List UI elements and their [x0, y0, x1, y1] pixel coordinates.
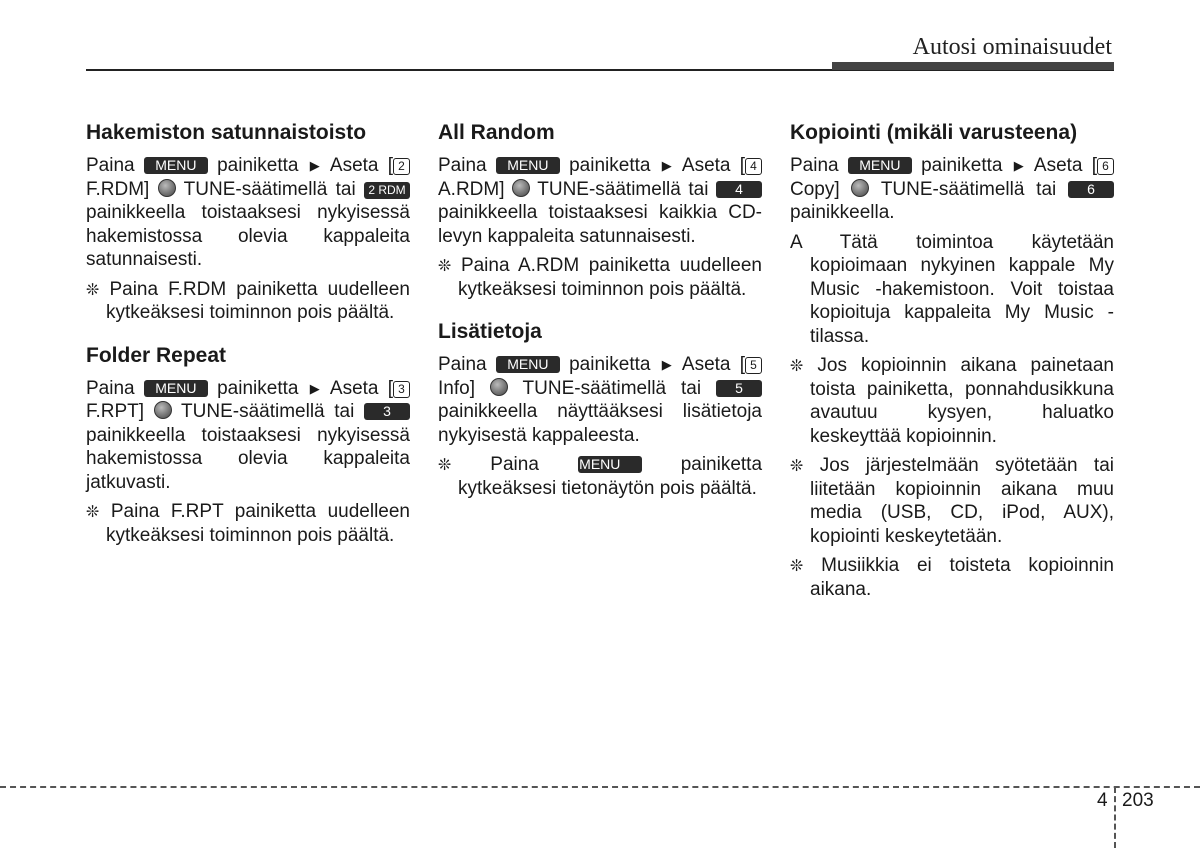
- chapter-number: 4: [1097, 790, 1108, 811]
- note-star-icon: ❊: [86, 279, 100, 299]
- button-2-rdm-icon: 2 RDM: [364, 182, 410, 199]
- note-paragraph: ❊ Paina A.RDM painiketta uudelleen kytkeäksesi toiminnon pois päältä.: [438, 255, 763, 300]
- instruction-paragraph: Paina MENU painiketta ▶ Aseta [ 6 Copy] TUNE-säätimellä tai 6 painikkeella.: [790, 154, 1114, 225]
- section-title-lisatietoja: Lisätietoja: [438, 320, 542, 343]
- number-5-icon: 5: [745, 357, 762, 374]
- note-star-icon: ❊: [438, 256, 452, 275]
- number-6-icon: 6: [1097, 158, 1114, 175]
- menu-button-icon: MENU: [578, 456, 642, 473]
- instruction-paragraph: Paina MENU painiketta ▶ Aseta [ 4 A.RDM] TUNE-säätimellä tai 4 painikkeella toistaaksesi kaikkia CD-levyn kappaleita satunnaisesti.: [438, 155, 762, 247]
- note-star-icon: ❊: [86, 502, 100, 521]
- section-title-all-random: All Random: [438, 121, 555, 144]
- button-5-icon: 5: [716, 380, 762, 397]
- footer-page-divider: [1114, 787, 1116, 848]
- note-paragraph: ❊ Paina F.RPT painiketta uudelleen kytkeäksesi toiminnon pois päältä.: [86, 501, 410, 546]
- note-star-icon: ❊: [790, 456, 804, 475]
- instruction-paragraph: Paina MENU painiketta ▶ Aseta [ 3 F.RPT] TUNE-säätimellä tai 3 painikkeella toistaaksesi nykyisessä hakemistossa olevia kappaleita jatkuvasti.: [86, 377, 410, 493]
- column-2: [438, 120, 762, 506]
- tune-knob-icon: [851, 179, 869, 197]
- button-4-icon: 4: [716, 181, 762, 198]
- note-paragraph: ❊ Musiikkia ei toisteta kopioinnin aikana.: [790, 555, 1114, 600]
- instruction-paragraph: Paina MENU painiketta ▶ Aseta [ 2 F.RDM] TUNE-säätimellä tai 2 RDM painikkeella toistaaksesi nykyisessä hakemistossa olevia kappaleita satunnaisesti.: [86, 155, 410, 270]
- arrow-right-icon: ▶: [309, 158, 320, 173]
- info-paragraph: A Tätä toimintoa käytetään kopioimaan nykyinen kappale My Music -hakemistoon. Voit toistaa kopioituja kappaleita My Music -tilassa.: [790, 231, 1114, 347]
- section-title-hakemiston-satunnaistoisto: Hakemiston satunnaistoisto: [86, 121, 367, 144]
- arrow-right-icon: ▶: [661, 158, 672, 173]
- tune-knob-icon: [158, 179, 176, 197]
- arrow-right-icon: ▶: [661, 357, 672, 372]
- number-2-icon: 2: [393, 158, 410, 175]
- note-paragraph: ❊ Jos kopioinnin aikana painetaan toista painiketta, ponnahdusikkuna avautuu kysyen, haluatko keskeyttää kopioinnin.: [790, 355, 1114, 447]
- menu-button-icon: MENU: [144, 380, 208, 397]
- tune-knob-icon: [512, 179, 530, 197]
- instruction-paragraph: Paina MENU painiketta ▶ Aseta [ 5 Info] TUNE-säätimellä tai 5 painikkeella näyttääksesi lisätietoja nykyisestä kappaleesta.: [438, 354, 762, 446]
- note-star-icon: ❊: [790, 356, 804, 375]
- button-6-icon: 6: [1068, 181, 1114, 198]
- menu-button-icon: MENU: [144, 157, 208, 174]
- page-header-title: Autosi ominaisuudet: [912, 34, 1112, 60]
- button-3-icon: 3: [364, 403, 410, 420]
- header-rule-accent: [832, 62, 1114, 70]
- arrow-right-icon: ▶: [309, 380, 320, 396]
- column-1: [86, 120, 410, 553]
- info-mark-icon: A: [790, 231, 802, 253]
- tune-knob-icon: [490, 378, 508, 396]
- note-star-icon: ❊: [438, 455, 452, 474]
- menu-button-icon: MENU: [848, 157, 912, 174]
- tune-knob-icon: [154, 401, 172, 419]
- column-3: [790, 120, 1114, 607]
- section-title-folder-repeat: Folder Repeat: [86, 343, 227, 367]
- menu-button-icon: MENU: [496, 157, 560, 174]
- arrow-right-icon: ▶: [1013, 158, 1024, 173]
- note-star-icon: ❊: [790, 556, 804, 575]
- note-paragraph: ❊ Jos järjestelmään syötetään tai liitetään kopioinnin aikana muu media (USB, CD, iPod, AUX), kopiointi keskeytetään.: [790, 455, 1114, 547]
- footer-divider: [0, 786, 1200, 788]
- menu-button-icon: MENU: [496, 356, 560, 373]
- page-number: 203: [1122, 790, 1154, 811]
- note-paragraph: ❊ Paina MENU painiketta kytkeäksesi tietonäytön pois päältä.: [438, 454, 763, 499]
- note-paragraph: ❊ Paina F.RDM painiketta uudelleen kytkeäksesi toiminnon pois päältä.: [86, 278, 411, 323]
- number-3-icon: 3: [393, 381, 410, 398]
- section-title-kopiointi: Kopiointi (mikäli varusteena): [790, 121, 1078, 144]
- number-4-icon: 4: [745, 158, 762, 175]
